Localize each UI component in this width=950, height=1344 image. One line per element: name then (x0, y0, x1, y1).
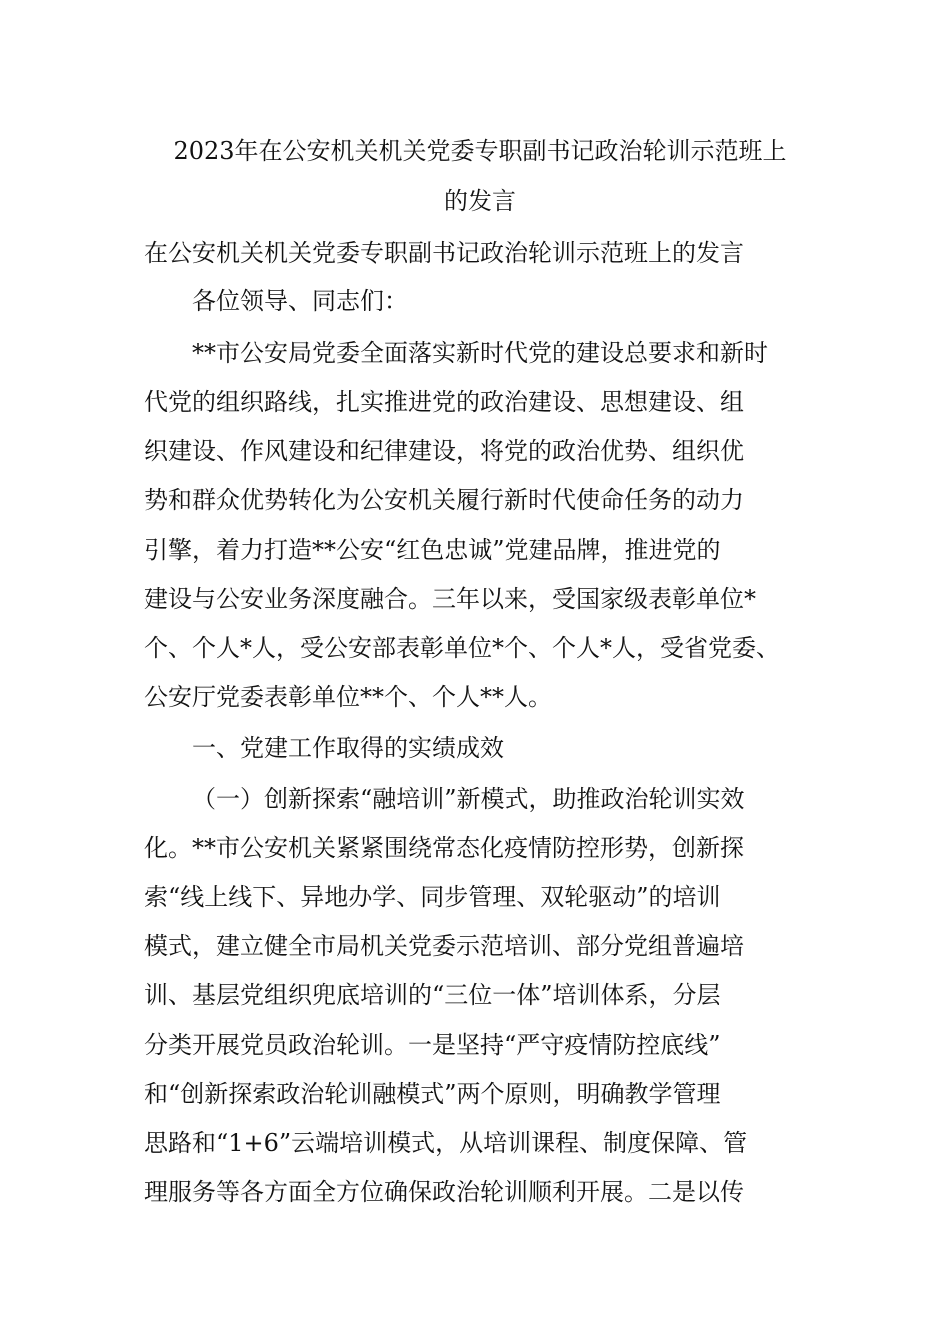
paragraph-line: 模式，建立健全市局机关党委示范培训、部分党组普遍培 (144, 932, 744, 960)
paragraph-line: 代党的组织路线，扎实推进党的政治建设、思想建设、组 (144, 388, 744, 416)
paragraph-line: 化。**市公安机关紧紧围绕常态化疫情防控形势，创新探 (144, 834, 744, 862)
paragraph-line: 理服务等各方面全方位确保政治轮训顺利开展。二是以传 (144, 1178, 744, 1206)
paragraph-line: 索“线上线下、异地办学、同步管理、双轮驱动”的培训 (144, 883, 721, 911)
subtitle-line: 在公安机关机关党委专职副书记政治轮训示范班上的发言 (144, 239, 744, 267)
paragraph-line: 个、个人*人，受公安部表彰单位*个、个人*人，受省党委、 (144, 634, 780, 662)
paragraph-line: 建设与公安业务深度融合。三年以来，受国家级表彰单位* (144, 585, 756, 613)
paragraph-line: 训、基层党组织兜底培训的“三位一体”培训体系，分层 (144, 981, 721, 1009)
paragraph-line: 引擎，着力打造**公安“红色忠诚”党建品牌，推进党的 (144, 536, 721, 564)
salutation: 各位领导、同志们： (192, 287, 408, 315)
paragraph-line: 势和群众优势转化为公安机关履行新时代使命任务的动力 (144, 486, 744, 514)
document-title-line-1: 2023年在公安机关机关党委专职副书记政治轮训示范班上 (173, 137, 787, 165)
subsection-heading-line: （一）创新探索“融培训”新模式，助推政治轮训实效 (192, 785, 745, 813)
paragraph-line: 公安厅党委表彰单位**个、个人**人。 (144, 683, 552, 711)
paragraph-line: **市公安局党委全面落实新时代党的建设总要求和新时 (192, 339, 768, 367)
paragraph-line: 分类开展党员政治轮训。一是坚持“严守疫情防控底线” (144, 1031, 721, 1059)
document-title-line-2: 的发言 (444, 187, 516, 215)
paragraph-line: 和“创新探索政治轮训融模式”两个原则，明确教学管理 (144, 1080, 721, 1108)
section-heading: 一、党建工作取得的实绩成效 (192, 734, 504, 762)
paragraph-line: 思路和“1+6”云端培训模式，从培训课程、制度保障、管 (144, 1129, 748, 1157)
paragraph-line: 织建设、作风建设和纪律建设，将党的政治优势、组织优 (144, 437, 744, 465)
